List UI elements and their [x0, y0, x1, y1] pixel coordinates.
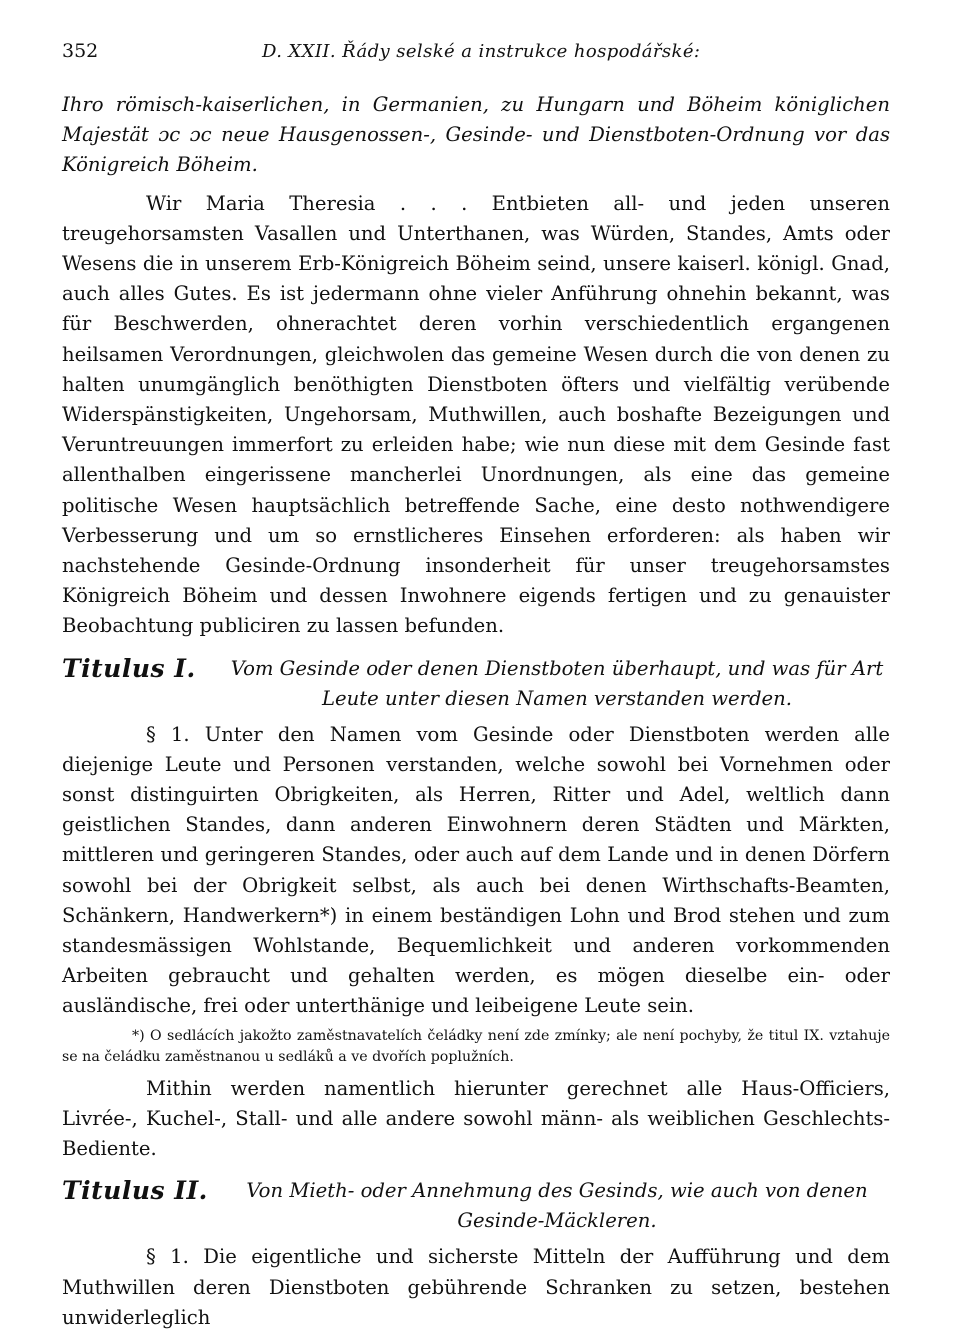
titulus-2-title: Von Mieth- oder Annehmung des Gesinds, wie auch von denen Gesinde-Mäckleren.	[246, 1179, 868, 1233]
titulus-1-paragraph-2: Mithin werden namentlich hierunter gerechnet alle Haus-Officiers, Livrée-, Kuchel-, Stall- und alle andere sowohl männ- als weiblichen Geschlechts-Bediente.	[62, 1076, 890, 1161]
running-header	[62, 40, 890, 76]
document-page	[62, 40, 890, 1333]
page-number: 352	[62, 40, 99, 62]
titulus-2-paragraph-1: § 1. Die eigentliche und sicherste Mitteln der Aufführung und dem Muthwillen deren Dienstboten gebührende Schranken zu setzen, bestehen unwiderleglich	[62, 1245, 890, 1329]
titulus-2-heading	[62, 1176, 890, 1236]
titulus-1-heading	[62, 654, 890, 714]
running-title: D. XXII. Řády selské a instrukce hospodářské:	[262, 41, 701, 62]
preamble-paragraph: Wir Maria Theresia . . . Entbieten all- und jeden unseren treugehorsamsten Vasallen und Unterthanen, was Würden, Standes, Amts oder Wesens die in unserem Erb-Königreich Böheim seind, unsere kaiserl. königl. Gnad, auch alles Gutes. Es ist jedermann ohne vieler Anführung ohnehin bekannt, was für Beschwerden, ohnerachtet deren vorhin verschiedentlich ergangenen heilsamen Verordnungen, gleichwolen das gemeine Wesen durch die von denen zu halten unumgänglich benöthigten Dienstboten öfters und vielfältig verübende Widerspänstigkeiten, Ungehorsam, Muthwillen, auch boshafte Bezeigungen und Veruntreuungen immerfort zu erleiden habe; wie nun diese mit dem Gesinde fast allenthalben eingerissene mancherlei Unordnungen, als eine das gemeine politische Wesen hauptsächlich betreffende Sache, eine desto nothwendigere Verbesserung und um so ernstlicheres Einsehen erforderen: als haben wir nachstehende Gesinde-Ordnung insonderheit für unser treugehorsamstes Königreich Böheim und dessen Inwohnere eigends fertigen und zu genauister Beobachtung publiciren zu lassen befunden.	[62, 191, 890, 638]
footnote: *) O sedlácích jakožto zaměstnavatelích čeládky není zde zmínky; ale není pochyby, že titul IX. vztahuje se na čeládku zaměstnanou u sedláků a ve dvořích poplužních.	[62, 1027, 890, 1065]
document-heading: Ihro römisch-kaiserlichen, in Germanien, zu Hungarn und Böheim königlichen Majestät ɔc ɔc neue Hausgenossen-, Gesinde- und Dienstboten-Ordnung vor das Königreich Böheim.	[62, 93, 890, 177]
titulus-1-title: Vom Gesinde oder denen Dienstboten überhaupt, und was für Art Leute unter diesen Namen verstanden werden.	[230, 656, 884, 710]
titulus-1-paragraph-1: § 1. Unter den Namen vom Gesinde oder Dienstboten werden alle diejenige Leute und Personen verstanden, welche sowohl bei Vornehmen oder sonst distinguirten Obrigkeiten, als Herren, Ritter und Adel, weltlich dann geistlichen Standes, dann anderen Einwohnern deren Städten und Märkten, mittleren und geringeren Standes, oder auch auf dem Lande und in denen Dörfern sowohl bei der Obrigkeit selbst, als auch bei denen Wirthschafts-Beamten, Schänkern, Handwerkern*) in einem beständigen Lohn und Brod stehen und zum standesmässigen Wohlstande, Bequemlichkeit und anderen vorkommenden Arbeiten gebraucht und gehalten werden, es mögen dieselbe ein- oder ausländische, frei oder unterthänige und leibeigene Leute sein.	[62, 722, 890, 1018]
titulus-1-label: Titulus I.	[62, 653, 196, 683]
titulus-2-label: Titulus II.	[62, 1176, 208, 1206]
